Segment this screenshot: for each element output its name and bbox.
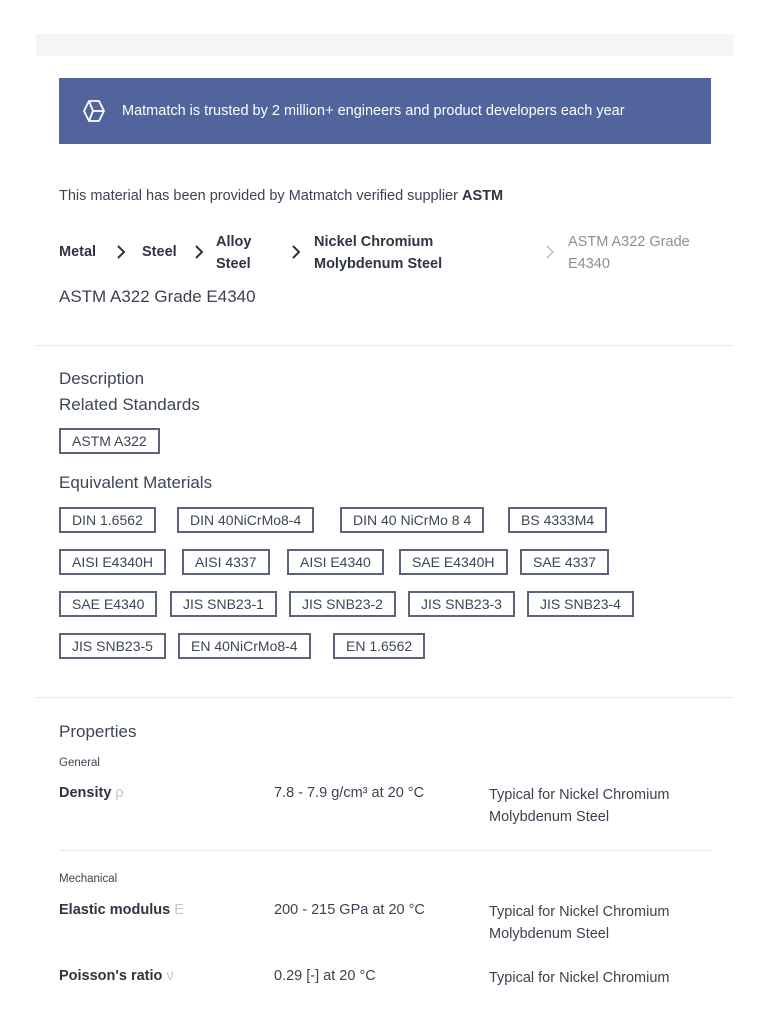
property-name: Elastic modulus E <box>59 902 184 918</box>
chevron-right-icon <box>114 245 128 259</box>
related-standard-tag[interactable]: ASTM A322 <box>59 428 160 454</box>
equivalent-material-tag[interactable]: DIN 40 NiCrMo 8 4 <box>340 507 484 533</box>
related-standards-heading: Related Standards <box>59 395 200 414</box>
equivalent-material-tag[interactable]: SAE E4340 <box>59 591 157 617</box>
equivalent-material-tag[interactable]: DIN 1.6562 <box>59 507 156 533</box>
property-name: Density ρ <box>59 785 124 801</box>
chevron-right-icon <box>192 245 206 259</box>
equivalent-materials-heading: Equivalent Materials <box>59 473 213 492</box>
diamond-icon <box>81 99 105 123</box>
property-group-mechanical: Mechanical <box>59 873 118 885</box>
top-strip <box>36 34 734 56</box>
page-title: ASTM A322 Grade E4340 <box>59 287 256 306</box>
properties-heading: Properties <box>59 722 137 741</box>
property-symbol: ν <box>166 968 174 984</box>
property-value: 7.8 - 7.9 g/cm³ at 20 °C <box>274 785 425 801</box>
property-symbol: E <box>174 902 184 918</box>
equivalent-material-tag[interactable]: AISI 4337 <box>182 549 270 575</box>
supplier-note <box>59 188 503 204</box>
equivalent-material-tag[interactable]: AISI E4340H <box>59 549 166 575</box>
property-note: Typical for Nickel Chromium Molybdenum Steel <box>489 904 670 942</box>
row-divider <box>59 850 711 851</box>
chevron-right-icon <box>289 245 303 259</box>
trust-banner <box>59 78 711 144</box>
description-heading: Description <box>59 369 145 388</box>
breadcrumb-item-alloy-steel[interactable]: Alloy Steel <box>216 234 252 272</box>
equivalent-material-tag[interactable]: EN 1.6562 <box>333 633 425 659</box>
equivalent-material-tag[interactable]: EN 40NiCrMo8-4 <box>178 633 311 659</box>
section-divider <box>36 345 734 346</box>
section-divider <box>36 697 734 698</box>
breadcrumb-item-metal[interactable]: Metal <box>59 244 97 260</box>
supplier-prefix: This material has been provided by Matmatch verified supplier <box>59 188 462 204</box>
breadcrumb-item-current: ASTM A322 Grade E4340 <box>568 234 690 272</box>
trust-banner-text: Matmatch is trusted by 2 million+ engineers and product developers each year <box>122 103 625 119</box>
property-name: Poisson's ratio ν <box>59 968 174 984</box>
property-note: Typical for Nickel Chromium Molybdenum Steel <box>489 787 670 825</box>
property-value: 0.29 [-] at 20 °C <box>274 968 376 984</box>
breadcrumb-item-nickel-chromium-molybdenum-steel[interactable]: Nickel Chromium Molybdenum Steel <box>314 234 443 272</box>
equivalent-material-tag[interactable]: SAE E4340H <box>399 549 508 575</box>
equivalent-material-tag[interactable]: JIS SNB23-3 <box>408 591 515 617</box>
equivalent-material-tag[interactable]: BS 4333M4 <box>508 507 607 533</box>
property-symbol: ρ <box>115 785 124 801</box>
property-group-general: General <box>59 757 100 769</box>
breadcrumb-item-steel[interactable]: Steel <box>142 244 177 260</box>
equivalent-material-tag[interactable]: JIS SNB23-4 <box>527 591 634 617</box>
property-value: 200 - 215 GPa at 20 °C <box>274 902 425 918</box>
equivalent-material-tag[interactable]: DIN 40NiCrMo8-4 <box>177 507 314 533</box>
property-note: Typical for Nickel Chromium <box>489 970 670 986</box>
equivalent-material-tag[interactable]: AISI E4340 <box>287 549 384 575</box>
chevron-right-icon <box>543 245 557 259</box>
equivalent-material-tag[interactable]: JIS SNB23-2 <box>289 591 396 617</box>
equivalent-material-tag[interactable]: JIS SNB23-1 <box>170 591 277 617</box>
supplier-name[interactable]: ASTM <box>461 188 504 204</box>
equivalent-material-tag[interactable]: JIS SNB23-5 <box>59 633 166 659</box>
equivalent-material-tag[interactable]: SAE 4337 <box>520 549 609 575</box>
